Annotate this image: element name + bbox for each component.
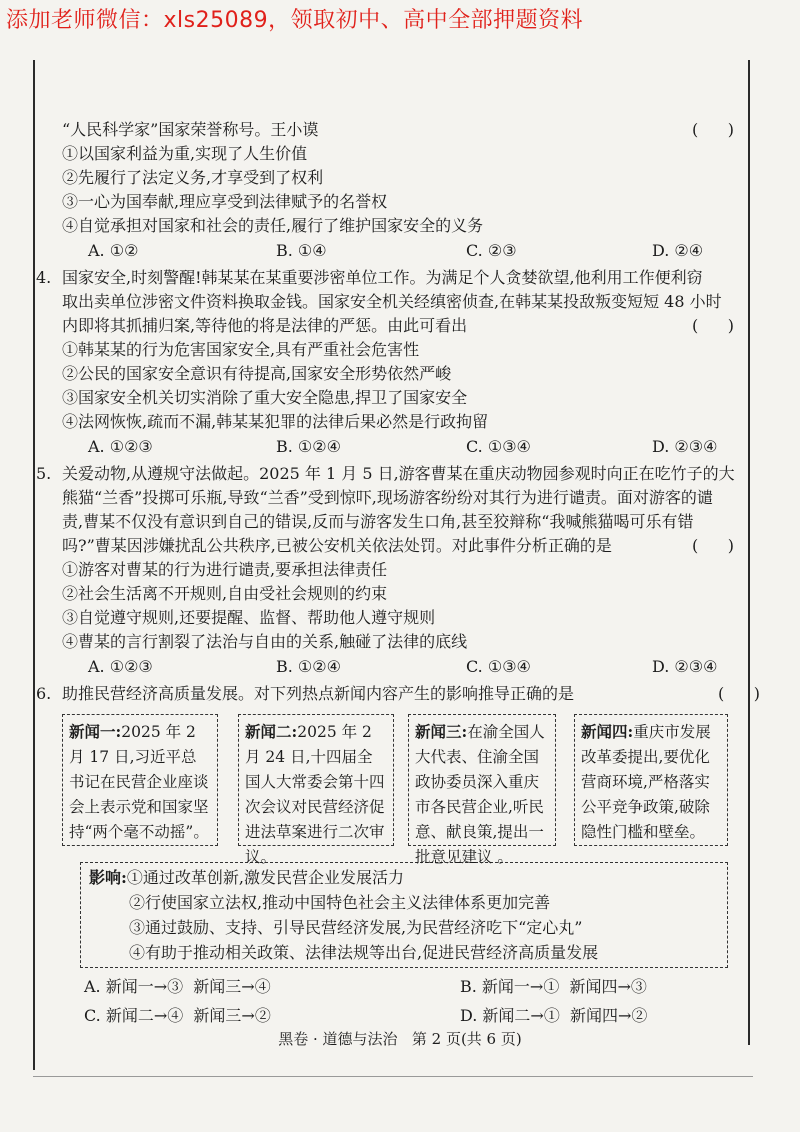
question-3-item: ①以国家利益为重,实现了人生价值 xyxy=(62,144,308,163)
question-4-item: ②公民的国家安全意识有待提高,国家安全形势依然严峻 xyxy=(62,364,452,383)
news-box-2: 新闻二:2025 年 2 月 24 日,十四届全国人大常委会第十四次会议对民营经济促进法草案进行二次审议。 xyxy=(238,714,394,846)
exam-content xyxy=(36,118,760,1030)
question-5-item: ②社会生活离不开规则,自由受社会规则的约束 xyxy=(62,584,388,603)
question-5-stem-line: 责,曹某不仅没有意识到自己的错误,反而与游客发生口角,甚至狡辩称“我喊熊猫喝可乐有错 xyxy=(62,512,694,531)
news-box-3: 新闻三:在渝全国人大代表、住渝全国政协委员深入重庆市各民营企业,听民意、献良策,提出一批意见建议 。 xyxy=(408,714,556,846)
news-box-1: 新闻一:2025 年 2 月 17 日,习近平总书记在民营企业座谈会上表示党和国家坚持“两个毫不动摇”。 xyxy=(62,714,218,846)
option-a: A. 新闻一→③ 新闻三→④ xyxy=(84,977,271,996)
news-box-4: 新闻四:重庆市发展改革委提出,要优化营商环境,严格落实公平竞争政策,破除隐性门槛和壁垒。 xyxy=(574,714,728,846)
impact-label: 影响: xyxy=(89,868,127,887)
question-4-stem-line: 内即将其抓捕归案,等待他的将是法律的严惩。由此可看出 ( ) xyxy=(62,314,752,338)
question-number: 6. xyxy=(36,684,52,703)
page-border-left xyxy=(33,60,35,1070)
impact-item: ④有助于推动相关政策、法律法规等出台,促进民营经济高质量发展 xyxy=(129,943,599,962)
question-5-stem: 5. 关爱动物,从遵规守法做起。2025 年 1 月 5 日,游客曹某在重庆动物园参观时向正在吃竹子的大 xyxy=(36,462,752,486)
question-6-options-row-2 xyxy=(62,1001,752,1030)
option-b: B. ①②④ xyxy=(276,657,341,676)
question-5-item: ④曹某的言行割裂了法治与自由的关系,触碰了法律的底线 xyxy=(62,632,468,651)
question-5-item: ③自觉遵守规则,还要提醒、监督、帮助他人遵守规则 xyxy=(62,608,436,627)
option-b: B. 新闻一→① 新闻四→③ xyxy=(460,977,647,996)
page-border-bottom xyxy=(33,1076,753,1077)
option-b: B. ①④ xyxy=(276,241,327,260)
impact-item: ③通过鼓励、支持、引导民营经济发展,为民营经济吃下“定心丸” xyxy=(129,918,583,937)
question-6-stem: 6. 助推民营经济高质量发展。对下列热点新闻内容产生的影响推导正确的是 ( ) xyxy=(36,682,752,706)
option-a: A. ①②③ xyxy=(88,657,153,676)
question-5-stem-line: 吗?”曹某因涉嫌扰乱公共秩序,已被公安机关依法处罚。对此事件分析正确的是 ( ) xyxy=(62,534,752,558)
option-d: D. ②③④ xyxy=(652,437,718,456)
option-c: C. ②③ xyxy=(466,241,517,260)
option-d: D. ②③④ xyxy=(652,657,718,676)
answer-paren: ( ) xyxy=(692,316,734,335)
question-4-item: ③国家安全机关切实消除了重大安全隐患,捍卫了国家安全 xyxy=(62,388,468,407)
question-5-options xyxy=(62,654,752,680)
impact-box xyxy=(80,862,728,968)
question-4-stem: 4. 国家安全,时刻警醒!韩某某在某重要涉密单位工作。为满足个人贪婪欲望,他利用工作便利窃 xyxy=(36,266,752,290)
question-4-item: ①韩某某的行为危害国家安全,具有严重社会危害性 xyxy=(62,340,420,359)
question-4-options xyxy=(62,434,752,460)
answer-paren: ( ) xyxy=(692,536,734,555)
impact-item: ②行使国家立法权,推动中国特色社会主义法律体系更加完善 xyxy=(129,893,551,912)
option-d: D. ②④ xyxy=(652,241,704,260)
option-b: B. ①②④ xyxy=(276,437,341,456)
question-number: 4. xyxy=(36,268,52,287)
question-5-item: ①游客对曹某的行为进行谴责,要承担法律责任 xyxy=(62,560,388,579)
impact-item: ①通过改革创新,激发民营企业发展活力 xyxy=(126,868,405,887)
question-number: 5. xyxy=(36,464,52,483)
question-4-item: ④法网恢恢,疏而不漏,韩某某犯罪的法律后果必然是行政拘留 xyxy=(62,412,489,431)
question-3-item: ④自觉承担对国家和社会的责任,履行了维护国家安全的义务 xyxy=(62,216,484,235)
option-d: D. 新闻二→① 新闻四→② xyxy=(460,1006,648,1025)
question-3-stem: “人民科学家”国家荣誉称号。王小谟 ( ) xyxy=(62,118,752,142)
news-boxes xyxy=(62,714,752,866)
option-c: C. ①③④ xyxy=(466,437,531,456)
option-c: C. 新闻二→④ 新闻三→② xyxy=(84,1006,271,1025)
option-a: A. ①② xyxy=(88,241,139,260)
answer-paren: ( ) xyxy=(692,120,734,139)
question-5-stem-line: 熊猫“兰香”投掷可乐瓶,导致“兰香”受到惊吓,现场游客纷纷对其行为进行谴责。面对游客的谴 xyxy=(62,488,713,507)
question-3-item: ②先履行了法定义务,才享受到了权利 xyxy=(62,168,324,187)
option-a: A. ①②③ xyxy=(88,437,153,456)
answer-paren: ( ) xyxy=(718,684,760,703)
promo-banner: 添加老师微信：xls25089，领取初中、高中全部押题资料 xyxy=(6,8,584,33)
question-3-item: ③一心为国奉献,理应享受到法律赋予的名誉权 xyxy=(62,192,388,211)
question-3-options xyxy=(62,238,752,264)
page-footer: 黑卷 · 道德与法治 第 2 页(共 6 页) xyxy=(278,1030,522,1048)
question-4-stem-line: 取出卖单位涉密文件资料换取金钱。国家安全机关经缜密侦查,在韩某某投敌叛变短短 48 小时 xyxy=(62,292,722,311)
option-c: C. ①③④ xyxy=(466,657,531,676)
question-6-options-row-1 xyxy=(62,972,752,1001)
